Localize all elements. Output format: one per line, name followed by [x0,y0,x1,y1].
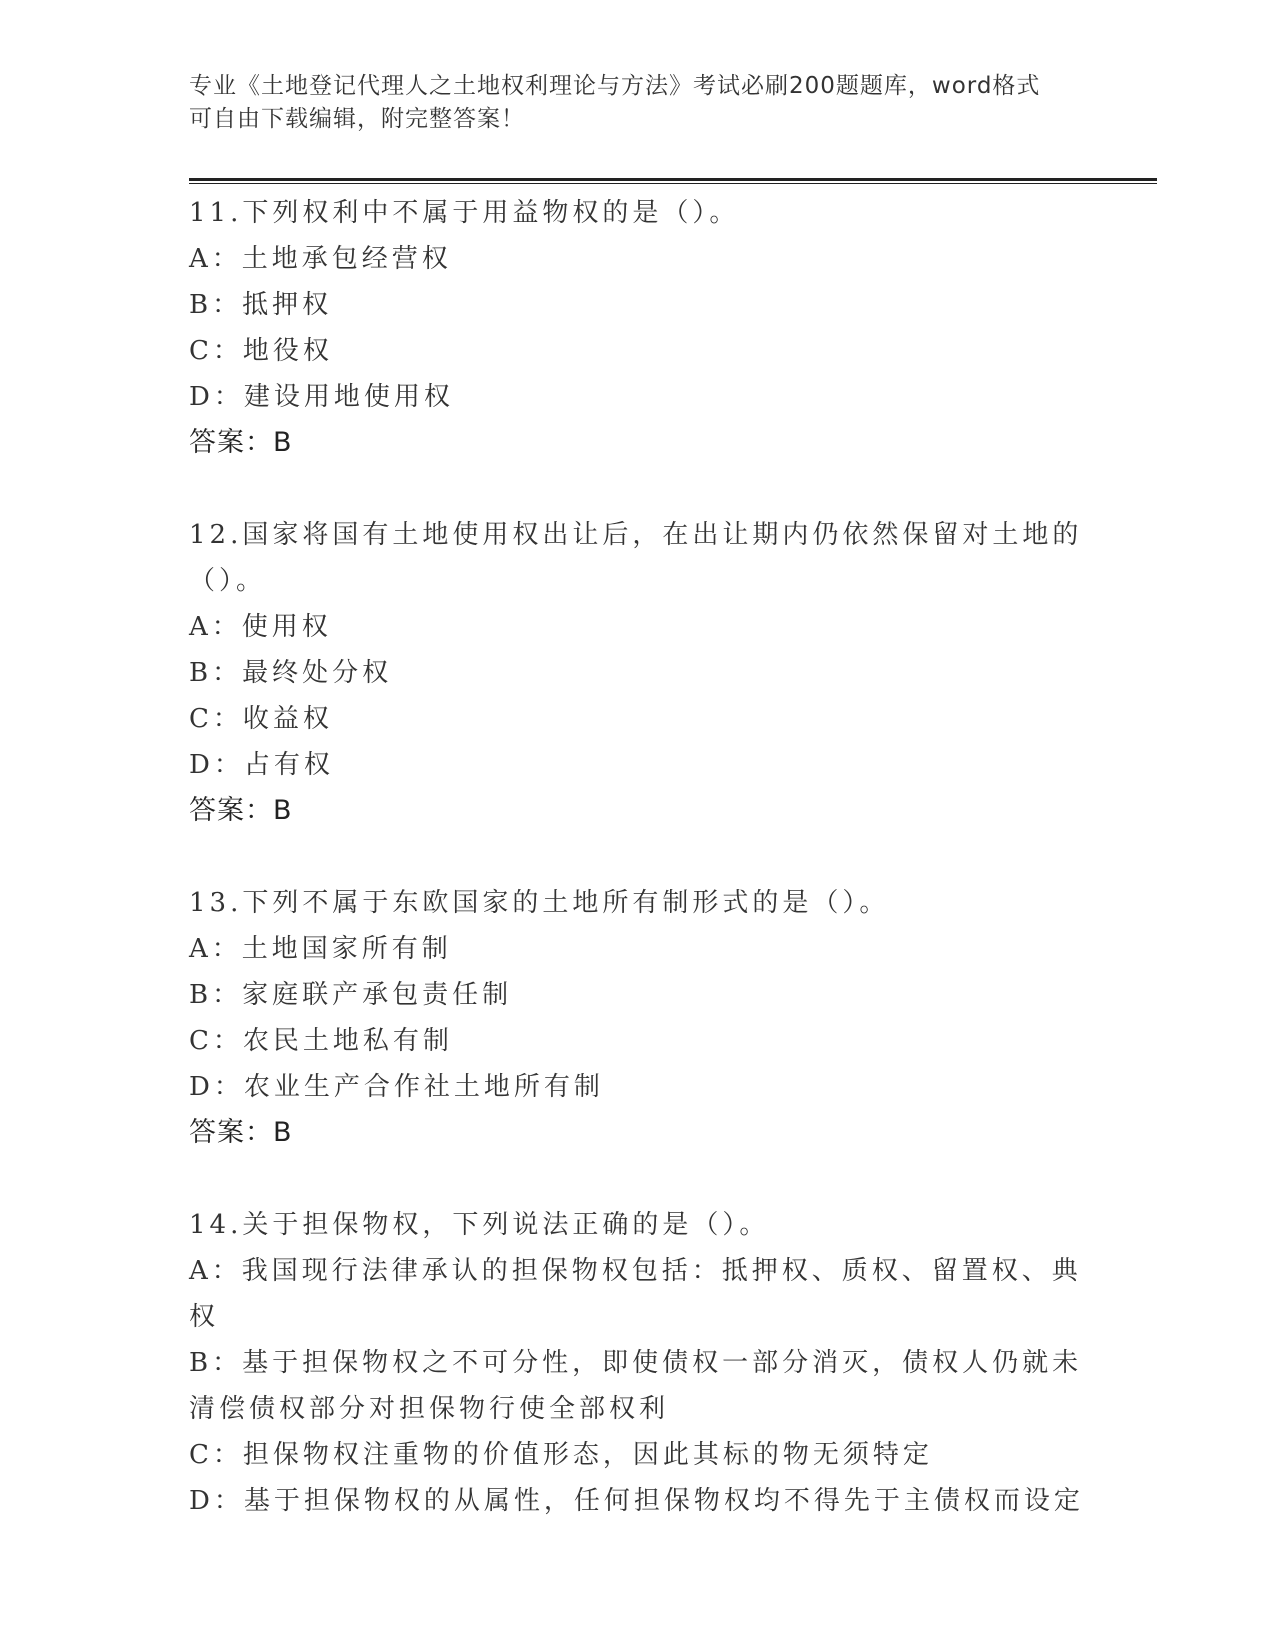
option-b: B：家庭联产承包责任制 [189,980,513,1010]
question-item [189,190,1089,466]
option-c: C：农民土地私有制 [189,1026,453,1056]
question-item [189,512,1089,834]
question-stem: 13.下列不属于东欧国家的土地所有制形式的是（）。 [189,888,890,918]
option-d: D：占有权 [189,750,334,780]
document-header [189,70,1089,136]
option-c: C：担保物权注重物的价值形态，因此其标的物无须特定 [189,1440,933,1470]
answer-line: 答案：B [189,795,293,826]
header-title-line-2: 可自由下载编辑，附完整答案！ [189,106,525,132]
question-stem: 11.下列权利中不属于用益物权的是（）。 [189,198,740,228]
header-divider-thin [189,183,1157,184]
question-stem: 12.国家将国有土地使用权出让后，在出让期内仍依然保留对土地的（）。 [189,520,1083,596]
option-c: C：收益权 [189,704,333,734]
option-b: B：基于担保物权之不可分性，即使债权一部分消灭，债权人仍就未清偿债权部分对担保物行使全部权利 [189,1348,1083,1424]
header-title-line-1: 专业《土地登记代理人之土地权利理论与方法》考试必刷200题题库，word格式 [189,73,1041,99]
option-d: D：建设用地使用权 [189,382,454,412]
option-a: A：土地承包经营权 [189,244,452,274]
option-b: B：最终处分权 [189,658,393,688]
option-a: A：我国现行法律承认的担保物权包括：抵押权、质权、留置权、典权 [189,1256,1082,1332]
option-d: D：农业生产合作社土地所有制 [189,1072,604,1102]
header-divider-thick [189,178,1157,181]
option-d: D：基于担保物权的从属性，任何担保物权均不得先于主债权而设定 [189,1486,1084,1516]
option-c: C：地役权 [189,336,333,366]
option-a: A：使用权 [189,612,332,642]
question-item [189,880,1089,1156]
question-stem: 14.关于担保物权，下列说法正确的是（）。 [189,1210,770,1240]
question-item [189,1202,1089,1524]
answer-line: 答案：B [189,1117,293,1148]
option-a: A：土地国家所有制 [189,934,452,964]
answer-line: 答案：B [189,427,293,458]
option-b: B：抵押权 [189,290,333,320]
question-list [189,190,1089,1570]
